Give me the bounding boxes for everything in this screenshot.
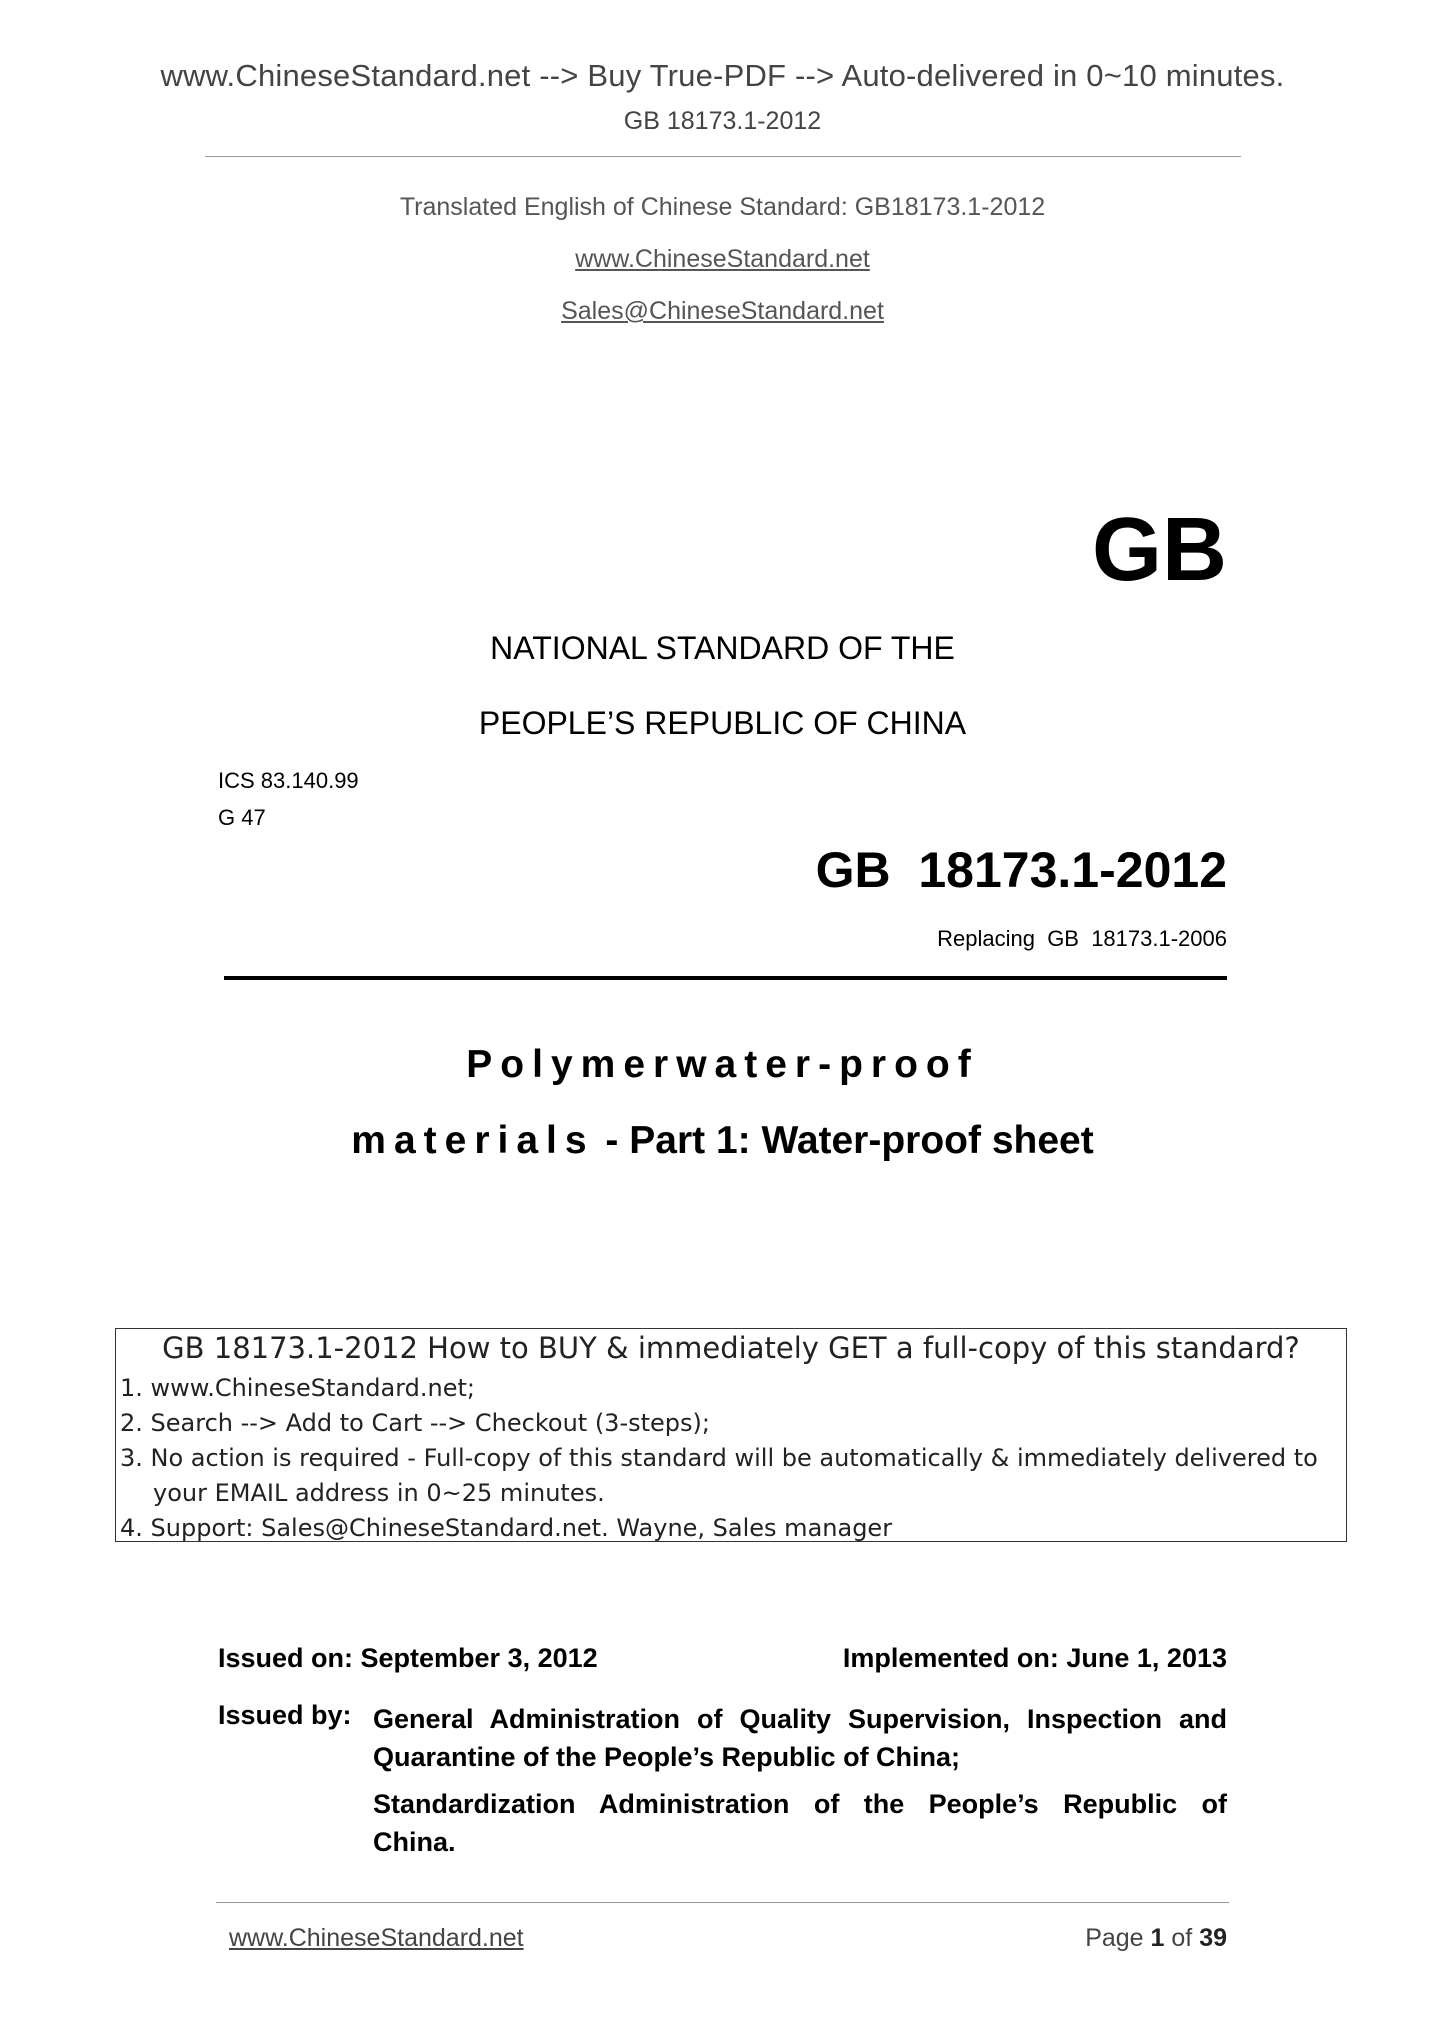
buy-step-3-continued: your EMAIL address in 0~25 minutes. (153, 1479, 605, 1507)
document-title-line1: Polymerwater-proof (466, 1043, 979, 1086)
buy-box-title: GB 18173.1-2012 How to BUY & immediately GET a full-copy of this standard? (162, 1331, 1300, 1365)
footer-site-link[interactable]: www.ChineseStandard.net (229, 1924, 524, 1952)
implemented-on: Implemented on: June 1, 2013 (842, 1643, 1227, 1673)
email-link-row (0, 297, 1445, 326)
issued-by-line1: General Administration of Quality Supervision, Inspection and (373, 1704, 1227, 1734)
buy-step-2: 2. Search --> Add to Cart --> Checkout (3-steps); (120, 1409, 710, 1437)
buy-instructions-box (115, 1328, 1347, 1542)
issued-by-label: Issued by: (218, 1700, 352, 1730)
site-link-row (0, 245, 1445, 274)
page-total: 39 (1199, 1924, 1227, 1952)
title-line2-rest: - Part 1: Water-proof sheet (594, 1119, 1094, 1162)
header-divider (205, 156, 1241, 157)
buy-step-1: 1. www.ChineseStandard.net; (120, 1374, 476, 1402)
document-title-line2 (0, 1119, 1445, 1163)
title-line2-spaced: materials (351, 1119, 595, 1162)
page-of: of (1164, 1924, 1200, 1952)
issued-by-line4: China. (373, 1827, 456, 1857)
buy-step-4: 4. Support: Sales@ChineseStandard.net. Wayne, Sales manager (120, 1514, 893, 1542)
national-standard-line2: PEOPLE’S REPUBLIC OF CHINA (478, 705, 967, 741)
issued-by-line3: Standardization Administration of the People’s Republic of (373, 1789, 1227, 1819)
national-standard-line1: NATIONAL STANDARD OF THE (490, 630, 955, 666)
gb-mark: GB (1092, 500, 1227, 600)
title-divider (224, 976, 1227, 980)
page-number: 1 (1150, 1924, 1165, 1952)
issued-on: Issued on: September 3, 2012 (218, 1643, 598, 1673)
page-indicator (1085, 1924, 1227, 1953)
site-link[interactable]: www.ChineseStandard.net (575, 245, 870, 273)
ics-code: ICS 83.140.99 (218, 768, 359, 793)
email-link[interactable]: Sales@ChineseStandard.net (561, 297, 884, 325)
classification-code: G 47 (218, 805, 266, 830)
page-prefix: Page (1085, 1924, 1151, 1952)
footer-divider (216, 1902, 1229, 1903)
buy-step-3: 3. No action is required - Full-copy of this standard will be automatically & immediately delivered to (120, 1444, 1318, 1472)
header-doc-code: GB 18173.1-2012 (623, 107, 822, 135)
issued-by-line2: Quarantine of the People’s Republic of China; (373, 1742, 961, 1772)
standard-number: GB 18173.1-2012 (815, 842, 1227, 898)
top-banner: www.ChineseStandard.net --> Buy True-PDF --> Auto-delivered in 0~10 minutes. (160, 58, 1285, 93)
translated-note: Translated English of Chinese Standard: GB18173.1-2012 (399, 193, 1046, 221)
replacing-note: Replacing GB 18173.1-2006 (937, 926, 1227, 951)
